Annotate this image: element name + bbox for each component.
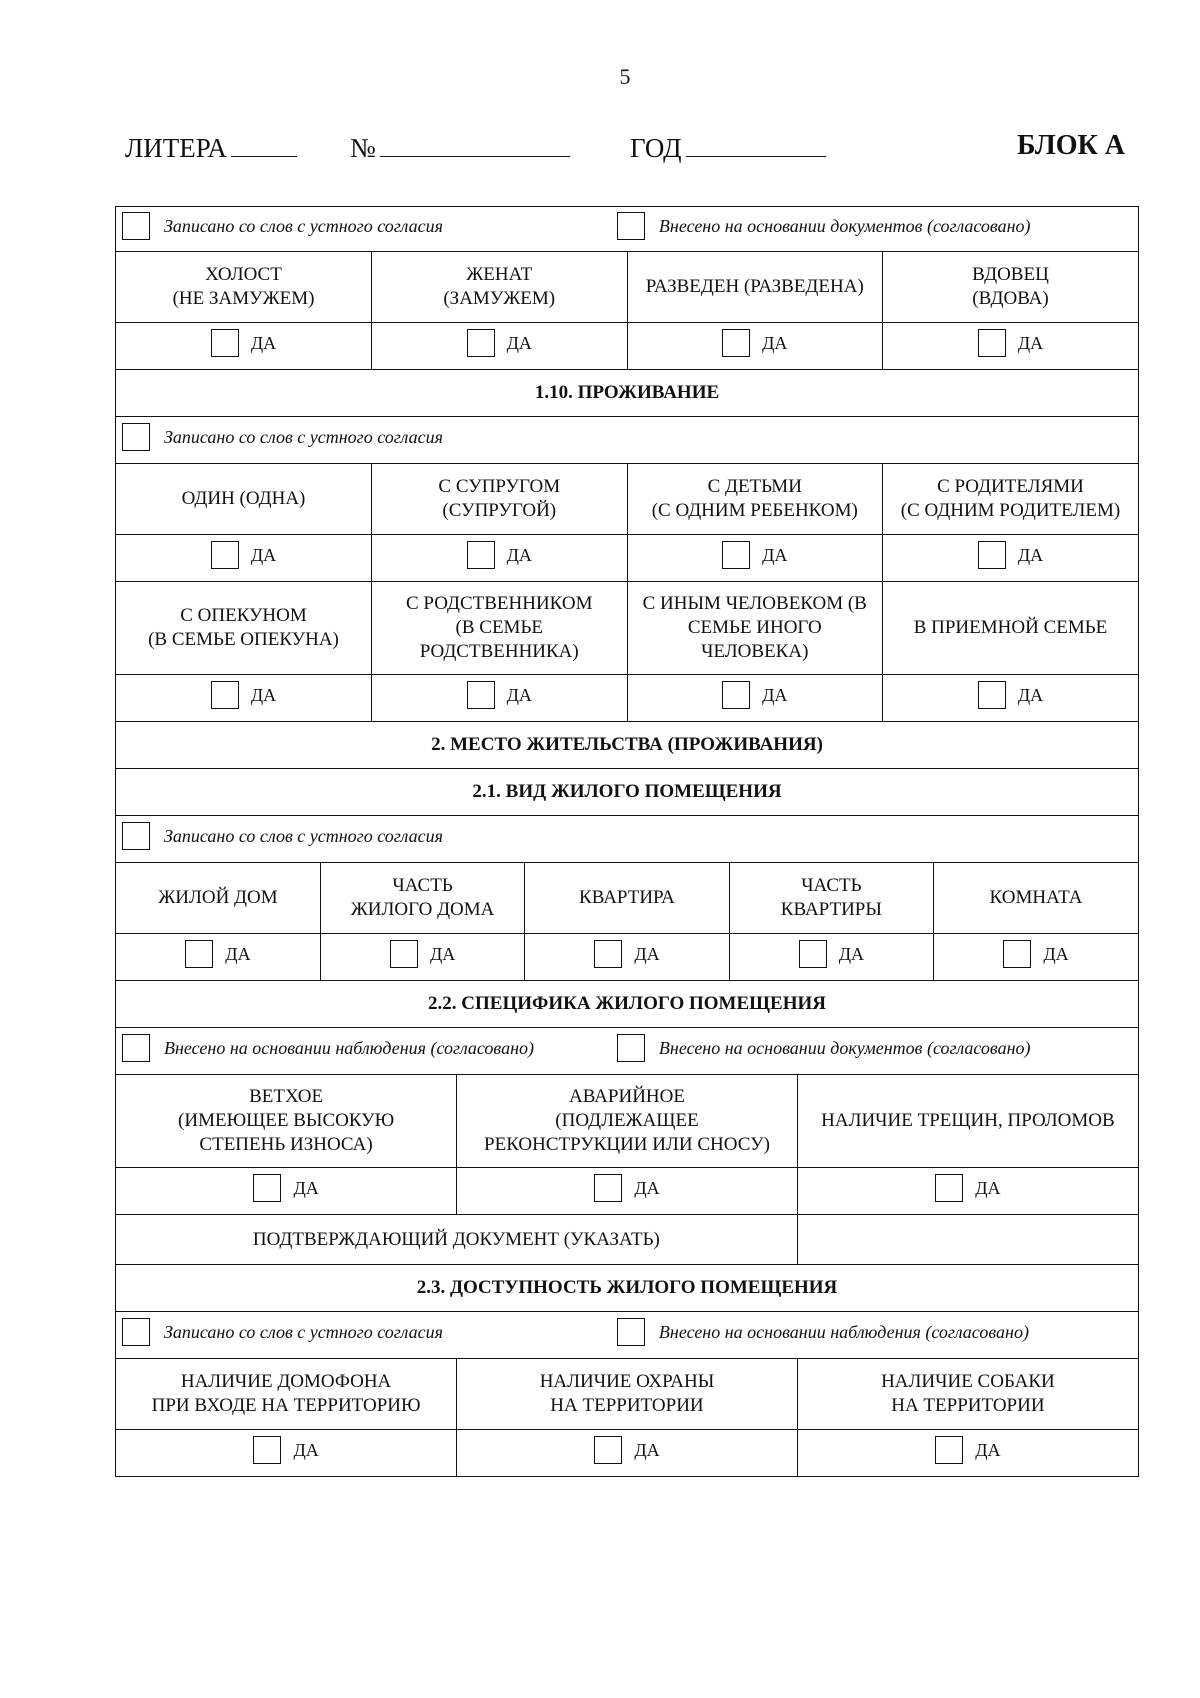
- yes-checkbox[interactable]: [978, 329, 1006, 357]
- dwelling-type-note-row: [116, 816, 1138, 863]
- docs-basis-label: Внесено на основании документов (согласовано): [658, 216, 1031, 236]
- yes-label: ДА: [634, 1177, 660, 1198]
- confirm-doc-label: ПОДТВЕРЖДАЮЩИЙ ДОКУМЕНТ (УКАЗАТЬ): [116, 1215, 797, 1265]
- yes-checkbox[interactable]: [211, 541, 239, 569]
- dwelling-type-section-header: [116, 769, 1138, 816]
- docs-basis-checkbox[interactable]: [617, 1034, 645, 1062]
- yes-label: ДА: [293, 1177, 319, 1198]
- oral-consent-checkbox[interactable]: [122, 1318, 150, 1346]
- dwelling-type-table: [116, 863, 1138, 981]
- section-title: 2. МЕСТО ЖИТЕЛЬСТВА (ПРОЖИВАНИЯ): [116, 722, 1138, 769]
- yes-checkbox[interactable]: [978, 681, 1006, 709]
- yes-checkbox[interactable]: [390, 940, 418, 968]
- marital-note-row: [116, 207, 1138, 252]
- observation-basis-checkbox[interactable]: [617, 1318, 645, 1346]
- living-option-label: С РОДСТВЕННИКОМ (В СЕМЬЕ РОДСТВЕННИКА): [372, 582, 628, 675]
- questionnaire-form: [115, 206, 1139, 1477]
- year-label: ГОД: [630, 133, 682, 163]
- section-title: 1.10. ПРОЖИВАНИЕ: [116, 370, 1138, 417]
- dwelling-access-note-row: [116, 1312, 1138, 1359]
- residence-section-header: [116, 722, 1138, 769]
- living-option-label: С ДЕТЬМИ (С ОДНИМ РЕБЕНКОМ): [627, 464, 883, 535]
- yes-checkbox[interactable]: [594, 1436, 622, 1464]
- access-option-label: НАЛИЧИЕ СОБАКИ НА ТЕРРИТОРИИ: [797, 1359, 1138, 1430]
- yes-checkbox[interactable]: [1003, 940, 1031, 968]
- yes-label: ДА: [762, 684, 788, 705]
- yes-checkbox[interactable]: [935, 1174, 963, 1202]
- number-input[interactable]: [380, 130, 570, 157]
- specifics-option-label: АВАРИЙНОЕ (ПОДЛЕЖАЩЕЕ РЕКОНСТРУКЦИИ ИЛИ СНОСУ): [457, 1075, 798, 1168]
- dwelling-specifics-table: [116, 1075, 1138, 1265]
- yes-checkbox[interactable]: [253, 1174, 281, 1202]
- yes-label: ДА: [250, 544, 277, 565]
- number-field: [350, 130, 570, 164]
- yes-label: ДА: [634, 1439, 660, 1460]
- access-option-label: НАЛИЧИЕ ДОМОФОНА ПРИ ВХОДЕ НА ТЕРРИТОРИЮ: [116, 1359, 457, 1430]
- dwelling-access-table: [116, 1359, 1138, 1476]
- yes-checkbox[interactable]: [722, 681, 750, 709]
- docs-basis-checkbox[interactable]: [617, 212, 645, 240]
- year-input[interactable]: [686, 130, 826, 157]
- access-option-label: НАЛИЧИЕ ОХРАНЫ НА ТЕРРИТОРИИ: [457, 1359, 798, 1430]
- yes-checkbox[interactable]: [722, 329, 750, 357]
- living-option-label: С ОПЕКУНОМ (В СЕМЬЕ ОПЕКУНА): [116, 582, 372, 675]
- living-option-label: С ИНЫМ ЧЕЛОВЕКОМ (В СЕМЬЕ ИНОГО ЧЕЛОВЕКА): [627, 582, 883, 675]
- living-option-label: С РОДИТЕЛЯМИ (С ОДНИМ РОДИТЕЛЕМ): [883, 464, 1139, 535]
- oral-consent-checkbox[interactable]: [122, 822, 150, 850]
- yes-checkbox[interactable]: [594, 940, 622, 968]
- section-title: 2.1. ВИД ЖИЛОГО ПОМЕЩЕНИЯ: [116, 769, 1138, 816]
- dwelling-access-section-header: [116, 1265, 1138, 1312]
- oral-consent-checkbox[interactable]: [122, 212, 150, 240]
- specifics-option-label: ВЕТХОЕ (ИМЕЮЩЕЕ ВЫСОКУЮ СТЕПЕНЬ ИЗНОСА): [116, 1075, 457, 1168]
- yes-label: ДА: [250, 332, 277, 353]
- litera-field: [125, 130, 297, 164]
- dwelling-type-label: ЧАСТЬ КВАРТИРЫ: [729, 863, 933, 934]
- living-options-table: [116, 464, 1138, 722]
- year-field: [630, 130, 826, 164]
- yes-label: ДА: [506, 684, 532, 705]
- section-title: 2.3. ДОСТУПНОСТЬ ЖИЛОГО ПОМЕЩЕНИЯ: [116, 1265, 1138, 1312]
- litera-label: ЛИТЕРА: [125, 133, 227, 163]
- yes-label: ДА: [293, 1439, 319, 1460]
- yes-label: ДА: [429, 943, 456, 964]
- yes-checkbox[interactable]: [467, 541, 495, 569]
- yes-checkbox[interactable]: [253, 1436, 281, 1464]
- yes-checkbox[interactable]: [467, 681, 495, 709]
- marital-option-label: ВДОВЕЦ (ВДОВА): [883, 252, 1139, 323]
- dwelling-type-label: КВАРТИРА: [525, 863, 729, 934]
- dwelling-specifics-note-row: [116, 1028, 1138, 1075]
- yes-checkbox[interactable]: [594, 1174, 622, 1202]
- observation-basis-checkbox[interactable]: [122, 1034, 150, 1062]
- section-title: 2.2. СПЕЦИФИКА ЖИЛОГО ПОМЕЩЕНИЯ: [116, 981, 1138, 1028]
- dwelling-type-label: ЧАСТЬ ЖИЛОГО ДОМА: [320, 863, 524, 934]
- dwelling-specifics-section-header: [116, 981, 1138, 1028]
- yes-label: ДА: [975, 1177, 1001, 1198]
- living-option-label: ОДИН (ОДНА): [116, 464, 372, 535]
- yes-checkbox[interactable]: [722, 541, 750, 569]
- page-number: 5: [619, 64, 631, 89]
- yes-label: ДА: [1017, 684, 1044, 705]
- marital-option-label: РАЗВЕДЕН (РАЗВЕДЕНА): [627, 252, 883, 323]
- yes-checkbox[interactable]: [467, 329, 495, 357]
- yes-checkbox[interactable]: [211, 329, 239, 357]
- yes-label: ДА: [1017, 544, 1044, 565]
- specifics-option-label: НАЛИЧИЕ ТРЕЩИН, ПРОЛОМОВ: [797, 1075, 1138, 1168]
- yes-checkbox[interactable]: [935, 1436, 963, 1464]
- docs-basis-label: Внесено на основании документов (согласовано): [658, 1038, 1031, 1058]
- yes-label: ДА: [1043, 943, 1069, 964]
- yes-label: ДА: [634, 943, 660, 964]
- marital-option-label: ХОЛОСТ (НЕ ЗАМУЖЕМ): [116, 252, 372, 323]
- living-option-label: В ПРИЕМНОЙ СЕМЬЕ: [883, 582, 1139, 675]
- yes-label: ДА: [506, 332, 532, 353]
- marital-options-table: [116, 252, 1138, 370]
- oral-consent-label: Записано со слов с устного согласия: [164, 826, 443, 846]
- yes-checkbox[interactable]: [978, 541, 1006, 569]
- marital-option-label: ЖЕНАТ (ЗАМУЖЕМ): [372, 252, 628, 323]
- header-row: [125, 130, 1125, 170]
- yes-label: ДА: [250, 684, 277, 705]
- oral-consent-label: Записано со слов с устного согласия: [164, 1322, 443, 1342]
- dwelling-type-label: КОМНАТА: [934, 863, 1138, 934]
- yes-label: ДА: [506, 544, 532, 565]
- confirm-doc-input[interactable]: [797, 1215, 1138, 1265]
- yes-checkbox[interactable]: [185, 940, 213, 968]
- yes-checkbox[interactable]: [211, 681, 239, 709]
- yes-label: ДА: [975, 1439, 1001, 1460]
- observation-basis-label: Внесено на основании наблюдения (согласовано): [164, 1038, 535, 1058]
- yes-label: ДА: [762, 544, 788, 565]
- number-label: №: [350, 133, 376, 163]
- living-section-header: [116, 370, 1138, 417]
- yes-label: ДА: [762, 332, 788, 353]
- observation-basis-label: Внесено на основании наблюдения (согласовано): [658, 1322, 1029, 1342]
- yes-label: ДА: [1017, 332, 1044, 353]
- oral-consent-checkbox[interactable]: [122, 423, 150, 451]
- living-option-label: С СУПРУГОМ (СУПРУГОЙ): [372, 464, 628, 535]
- yes-checkbox[interactable]: [799, 940, 827, 968]
- oral-consent-label: Записано со слов с устного согласия: [164, 427, 443, 447]
- yes-label: ДА: [225, 943, 251, 964]
- yes-label: ДА: [838, 943, 864, 964]
- block-label: БЛОК А: [1017, 130, 1125, 161]
- living-note-row: [116, 417, 1138, 464]
- oral-consent-label: Записано со слов с устного согласия: [164, 216, 443, 236]
- litera-input[interactable]: [231, 130, 297, 157]
- dwelling-type-label: ЖИЛОЙ ДОМ: [116, 863, 320, 934]
